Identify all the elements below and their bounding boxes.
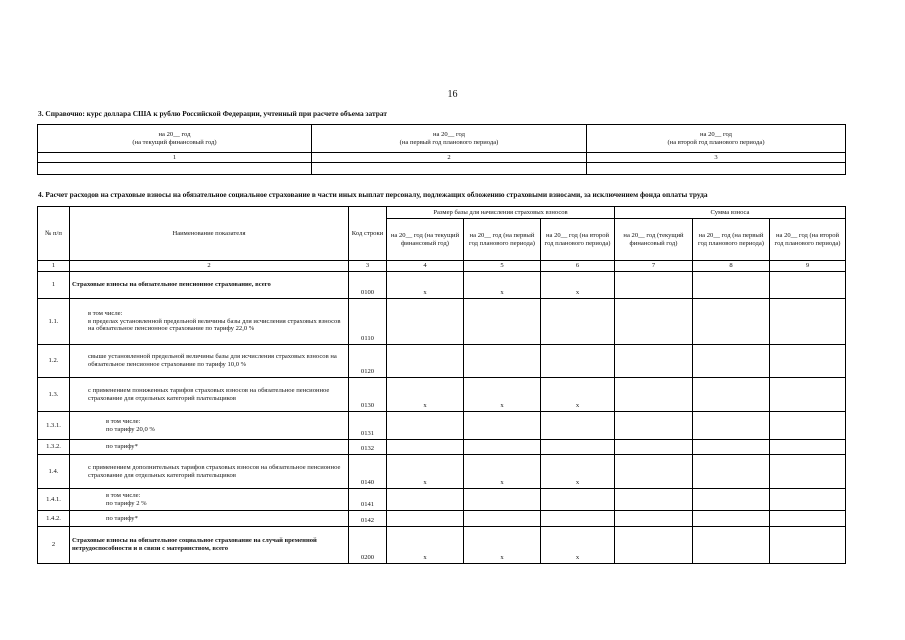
col-number: 7 [615, 261, 693, 272]
base-value-cell[interactable] [541, 299, 615, 345]
row-num: 1 [38, 272, 70, 299]
base-value-cell[interactable] [464, 345, 541, 378]
sum-value-cell[interactable] [770, 378, 846, 412]
rate-col-current-year: на 20__ год (на текущий финансовый год) [38, 125, 312, 153]
col-number: 4 [387, 261, 464, 272]
row-code: 0132 [349, 440, 387, 455]
sum-value-cell[interactable] [693, 378, 770, 412]
col-number: 1 [38, 261, 70, 272]
rate-value-cell[interactable] [312, 163, 587, 175]
sum-value-cell[interactable] [693, 440, 770, 455]
sum-value-cell[interactable] [615, 440, 693, 455]
base-value-cell[interactable] [541, 489, 615, 511]
base-value-cell[interactable]: x [387, 455, 464, 489]
row-name: в том числе: в пределах установленной предельной величины базы для исчисления страховых взносов на обязательное пенсионное страхование по тарифу 22,0 % [70, 299, 349, 345]
row-num: 2 [38, 527, 70, 564]
exchange-rate-table [37, 124, 846, 175]
sum-value-cell[interactable] [615, 272, 693, 299]
header-name: Наименование показателя [70, 207, 349, 261]
row-name: с применением пониженных тарифов страховых взносов на обязательное пенсионное страхование для отдельных категорий плательщиков [70, 378, 349, 412]
sum-value-cell[interactable] [770, 489, 846, 511]
header-base-current: на 20__ год (на текущий финансовый год) [387, 219, 464, 261]
col-number: 2 [70, 261, 349, 272]
table-row [38, 489, 846, 511]
col-number: 9 [770, 261, 846, 272]
sum-value-cell[interactable] [693, 489, 770, 511]
row-code: 0142 [349, 511, 387, 527]
table-row [38, 272, 846, 299]
base-value-cell[interactable] [387, 299, 464, 345]
table-row [38, 299, 846, 345]
section3-heading: 3. Справочно: курс доллара США к рублю Российской Федерации, учтенный при расчете объема затрат [38, 109, 387, 118]
base-value-cell[interactable]: x [464, 378, 541, 412]
header-base-group: Размер базы для начисления страховых взносов [387, 207, 615, 219]
table-row [38, 378, 846, 412]
col-number: 5 [464, 261, 541, 272]
row-num: 1.3.2. [38, 440, 70, 455]
col-number: 8 [693, 261, 770, 272]
row-code: 0120 [349, 345, 387, 378]
insurance-contributions-table [37, 206, 846, 564]
col-number: 3 [349, 261, 387, 272]
header-code: Код строки [349, 207, 387, 261]
sum-value-cell[interactable] [693, 272, 770, 299]
base-value-cell[interactable] [541, 412, 615, 440]
sum-value-cell[interactable] [693, 412, 770, 440]
base-value-cell[interactable] [387, 489, 464, 511]
sum-value-cell[interactable] [693, 455, 770, 489]
sum-value-cell[interactable] [615, 412, 693, 440]
table-row [38, 455, 846, 489]
sum-value-cell[interactable] [615, 527, 693, 564]
header-base-first: на 20__ год (на первый год планового периода) [464, 219, 541, 261]
base-value-cell[interactable]: x [541, 455, 615, 489]
base-value-cell[interactable]: x [387, 527, 464, 564]
header-num: № п/п [38, 207, 70, 261]
rate-value-cell[interactable] [587, 163, 846, 175]
row-code: 0141 [349, 489, 387, 511]
sum-value-cell[interactable] [615, 455, 693, 489]
row-code: 0100 [349, 272, 387, 299]
base-value-cell[interactable]: x [541, 527, 615, 564]
sum-value-cell[interactable] [770, 272, 846, 299]
sum-value-cell[interactable] [615, 511, 693, 527]
rate-col-number: 3 [587, 153, 846, 163]
sum-value-cell[interactable] [770, 345, 846, 378]
table-row [38, 440, 846, 455]
header-sum-group: Сумма взноса [615, 207, 846, 219]
rate-col-first-plan-year: на 20__ год (на первый год планового периода) [312, 125, 587, 153]
page-number: 16 [447, 89, 458, 100]
base-value-cell[interactable]: x [464, 272, 541, 299]
sum-value-cell[interactable] [615, 299, 693, 345]
base-value-cell[interactable]: x [541, 378, 615, 412]
base-value-cell[interactable] [387, 511, 464, 527]
sum-value-cell[interactable] [770, 412, 846, 440]
header-sum-first: на 20__ год (на первый год планового периода) [693, 219, 770, 261]
sum-value-cell[interactable] [615, 345, 693, 378]
header-sum-current: на 20__ год (текущий финансовый год) [615, 219, 693, 261]
row-name: по тарифу* [70, 511, 349, 527]
sum-value-cell[interactable] [615, 489, 693, 511]
row-num: 1.4. [38, 455, 70, 489]
row-num: 1.4.1. [38, 489, 70, 511]
col-number: 6 [541, 261, 615, 272]
base-value-cell[interactable] [464, 412, 541, 440]
base-value-cell[interactable] [464, 511, 541, 527]
row-name: с применением дополнительных тарифов страховых взносов на обязательное пенсионное страхование для отдельных категорий плательщиков [70, 455, 349, 489]
base-value-cell[interactable]: x [541, 272, 615, 299]
row-name: Страховые взносы на обязательное социальное страхование на случай временной нетрудоспособности и в связи с материнством, всего [70, 527, 349, 564]
base-value-cell[interactable] [541, 345, 615, 378]
rate-col-number: 2 [312, 153, 587, 163]
base-value-cell[interactable] [541, 440, 615, 455]
row-code: 0110 [349, 299, 387, 345]
base-value-cell[interactable]: x [464, 527, 541, 564]
row-code: 0200 [349, 527, 387, 564]
row-num: 1.3.1. [38, 412, 70, 440]
row-name: свыше установленной предельной величины базы для исчисления страховых взносов на обязательное пенсионное страхование по тарифу 10,0 % [70, 345, 349, 378]
rate-value-cell[interactable] [38, 163, 312, 175]
row-name: Страховые взносы на обязательное пенсионное страхование, всего [70, 272, 349, 299]
header-base-second: на 20__ год (на второй год планового периода) [541, 219, 615, 261]
table-row [38, 527, 846, 564]
base-value-cell[interactable] [464, 489, 541, 511]
base-value-cell[interactable]: x [464, 455, 541, 489]
rate-col-number: 1 [38, 153, 312, 163]
row-num: 1.3. [38, 378, 70, 412]
row-num: 1.4.2. [38, 511, 70, 527]
base-value-cell[interactable] [464, 440, 541, 455]
row-code: 0130 [349, 378, 387, 412]
row-num: 1.2. [38, 345, 70, 378]
section4-heading: 4. Расчет расходов на страховые взносы на обязательное социальное страхование в части иных выплат персоналу, подлежащих обложению страховыми взносами, за исключением фонда оплаты труда [38, 190, 708, 199]
base-value-cell[interactable] [541, 511, 615, 527]
base-value-cell[interactable] [464, 299, 541, 345]
table-row [38, 412, 846, 440]
row-name: в том числе: по тарифу 2 % [70, 489, 349, 511]
row-name: по тарифу* [70, 440, 349, 455]
sum-value-cell[interactable] [693, 345, 770, 378]
sum-value-cell[interactable] [770, 455, 846, 489]
sum-value-cell[interactable] [770, 299, 846, 345]
rate-col-second-plan-year: на 20__ год (на второй год планового периода) [587, 125, 846, 153]
base-value-cell[interactable]: x [387, 272, 464, 299]
table-body [38, 272, 846, 564]
sum-value-cell[interactable] [615, 378, 693, 412]
base-value-cell[interactable] [387, 440, 464, 455]
sum-value-cell[interactable] [770, 440, 846, 455]
sum-value-cell[interactable] [770, 511, 846, 527]
sum-value-cell[interactable] [693, 511, 770, 527]
base-value-cell[interactable]: x [387, 378, 464, 412]
table-row [38, 345, 846, 378]
sum-value-cell[interactable] [693, 527, 770, 564]
row-code: 0140 [349, 455, 387, 489]
sum-value-cell[interactable] [770, 527, 846, 564]
header-sum-second: на 20__ год (на второй год планового периода) [770, 219, 846, 261]
base-value-cell[interactable] [387, 412, 464, 440]
base-value-cell[interactable] [387, 345, 464, 378]
row-code: 0131 [349, 412, 387, 440]
row-name: в том числе: по тарифу 20,0 % [70, 412, 349, 440]
table-row [38, 511, 846, 527]
row-num: 1.1. [38, 299, 70, 345]
sum-value-cell[interactable] [693, 299, 770, 345]
